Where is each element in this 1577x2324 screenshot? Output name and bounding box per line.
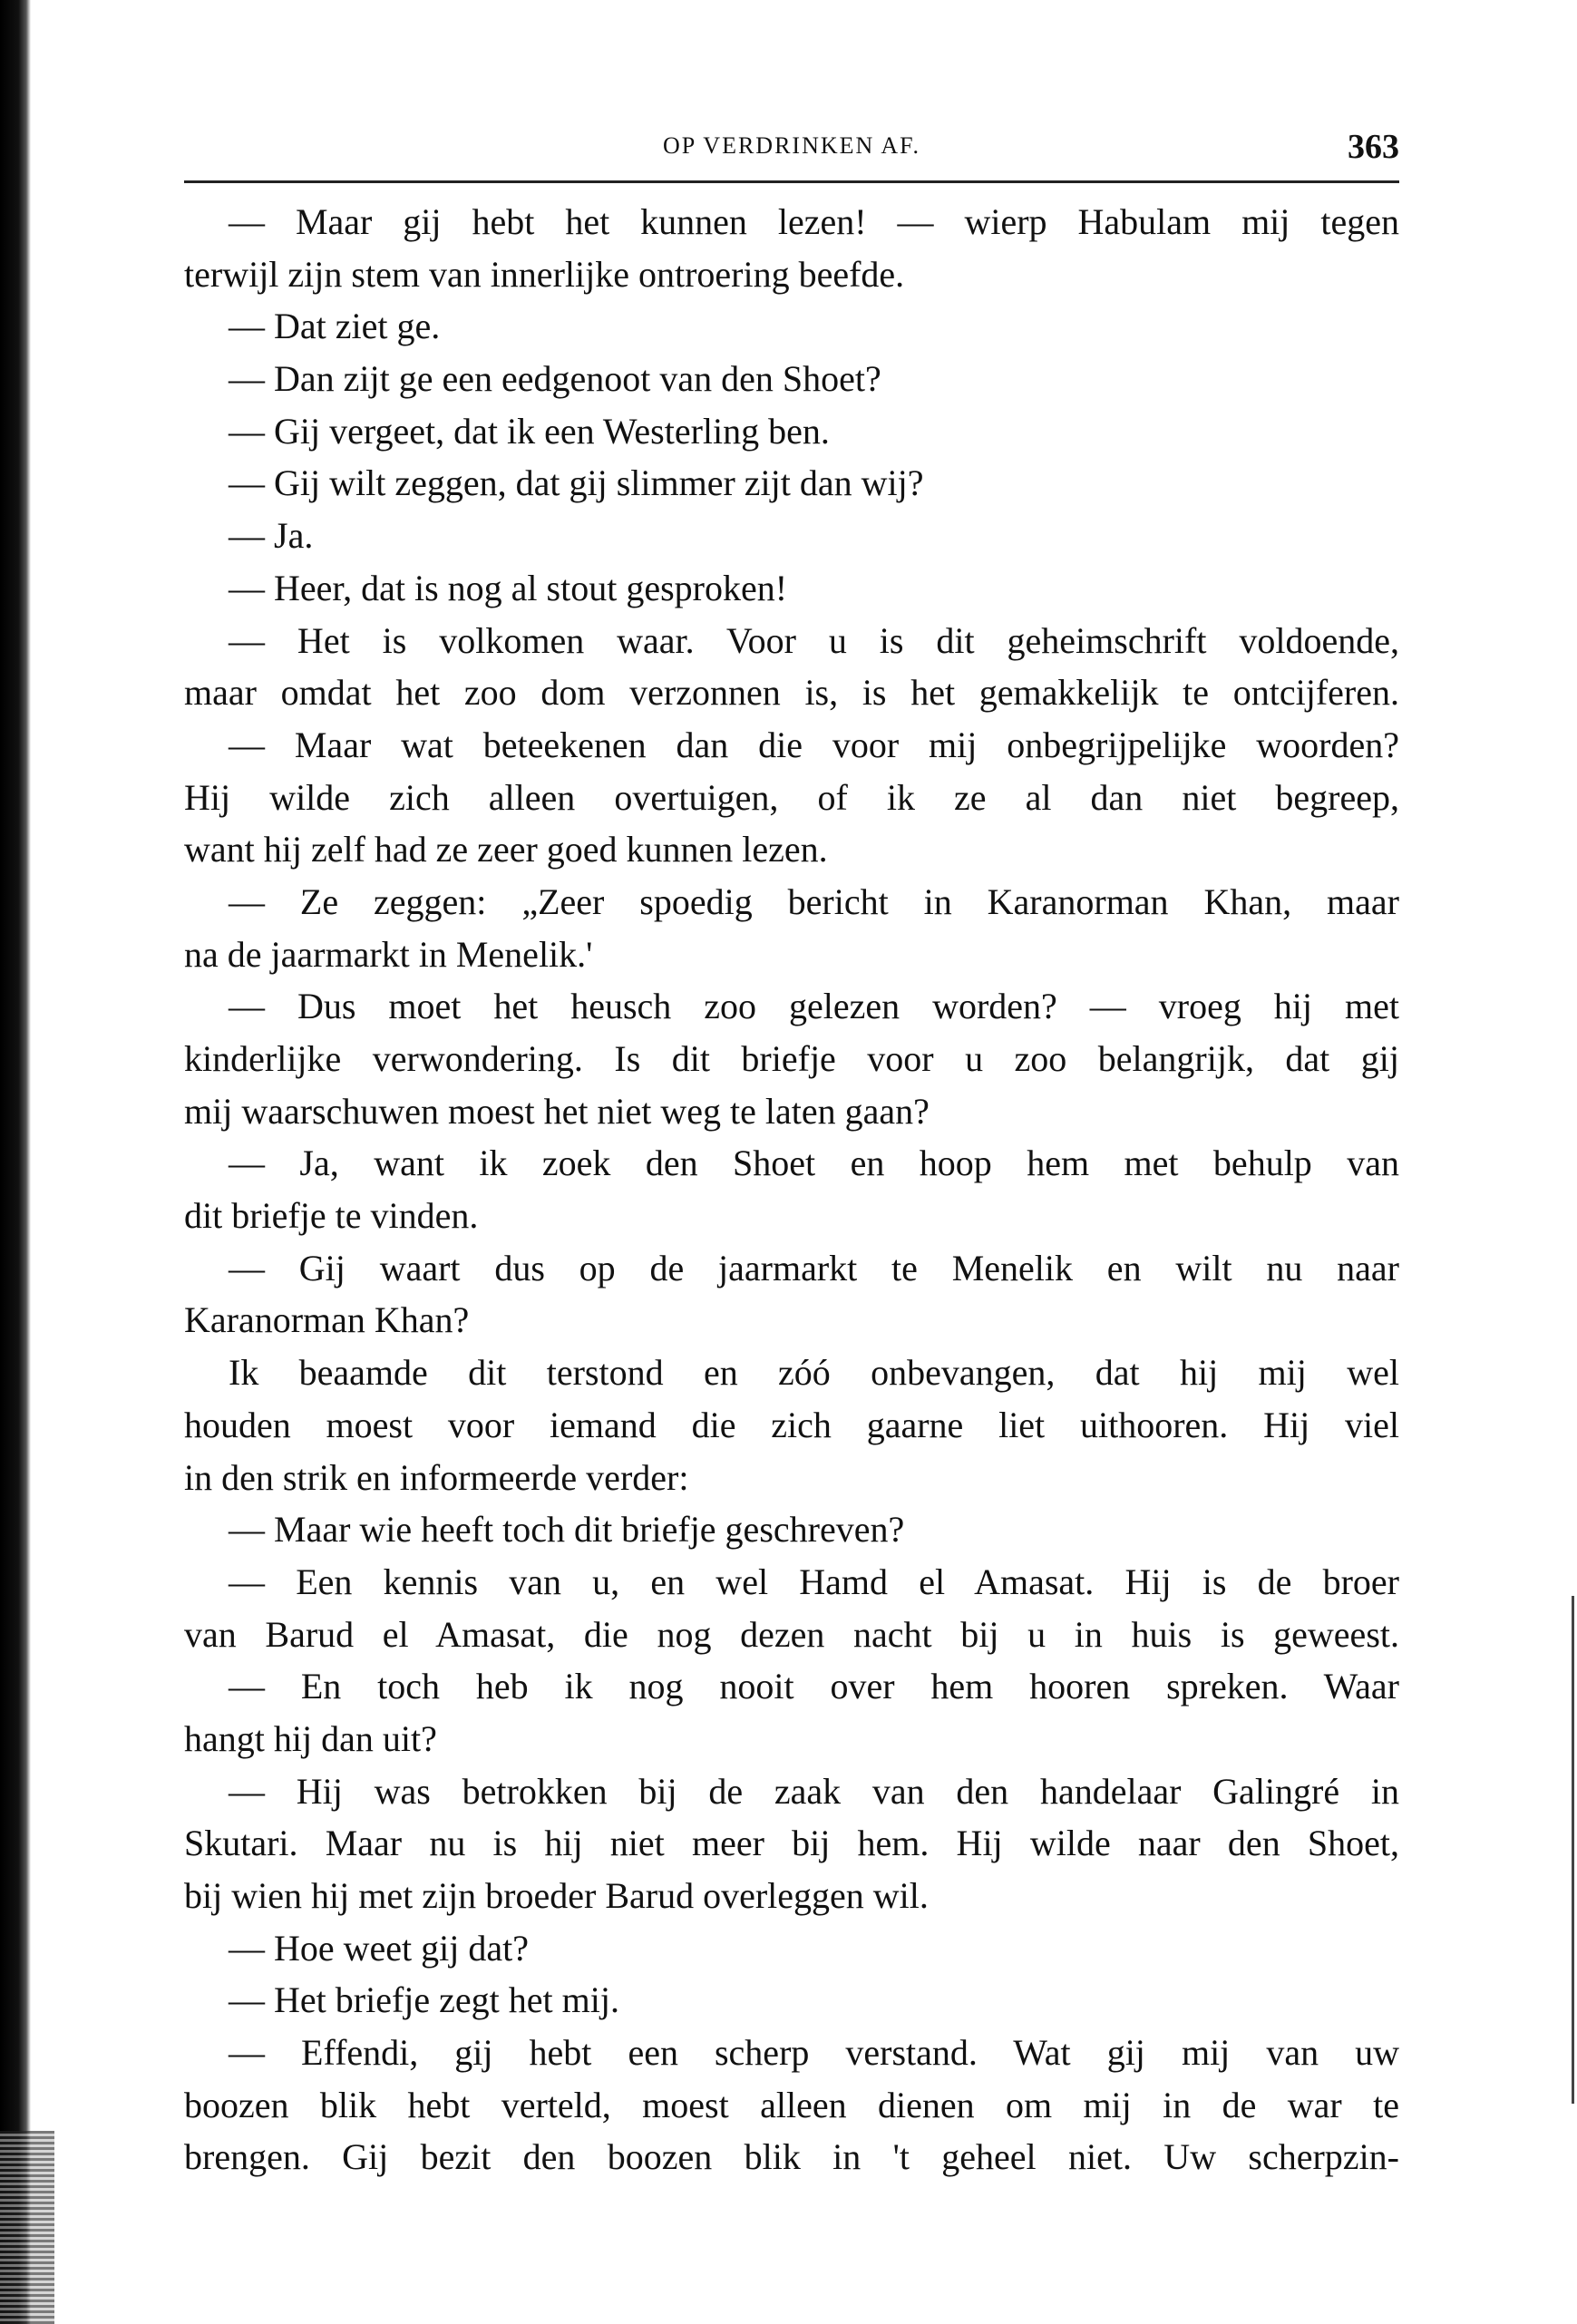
header-rule	[184, 180, 1399, 183]
text-line: Karanorman Khan?	[184, 1299, 470, 1341]
text-line: — Maar wat beteekenen dan die voor mij onbegrijpelijke woorden?	[229, 724, 1399, 765]
running-title: OP VERDRINKEN AF.	[662, 132, 920, 159]
text-line: — Heer, dat is nog al stout gesproken!	[229, 567, 788, 608]
text-line: — Maar gij hebt het kunnen lezen! — wierp Habulam mij tegen	[229, 201, 1399, 242]
text-line: bij wien hij met zijn broeder Barud overleggen wil.	[184, 1875, 929, 1916]
text-line: — Ja.	[229, 515, 314, 557]
text-line: — Het briefje zegt het mij.	[229, 1979, 619, 2021]
text-line: boozen blik hebt verteld, moest alleen dienen om mij in de war te	[184, 2084, 1399, 2125]
text-line: — Een kennis van u, en wel Hamd el Amasat. Hij is de broer	[229, 1561, 1399, 1602]
body-text	[184, 196, 1399, 2183]
text-line: — Effendi, gij hebt een scherp verstand. Wat gij mij van uw	[229, 2032, 1399, 2074]
text-line: terwijl zijn stem van innerlijke ontroering beefde.	[184, 253, 905, 295]
text-line: na de jaarmarkt in Menelik.'	[184, 933, 593, 975]
text-line: — Het is volkomen waar. Voor u is dit geheimschrift voldoende,	[229, 619, 1399, 661]
text-line: — Dus moet het heusch zoo gelezen worden? — vroeg hij met	[229, 986, 1399, 1027]
text-line: houden moest voor iemand die zich gaarne liet uithooren. Hij viel	[184, 1404, 1399, 1445]
text-line: — Gij waart dus op de jaarmarkt te Menelik en wilt nu naar	[229, 1247, 1399, 1288]
text-line: mij waarschuwen moest het niet weg te laten gaan?	[184, 1090, 930, 1132]
text-line: maar omdat het zoo dom verzonnen is, is het gemakkelijk te ontcijferen.	[184, 672, 1399, 714]
text-line: Skutari. Maar nu is hij niet meer bij hem. Hij wilde naar den Shoet,	[184, 1823, 1399, 1864]
book-binding-edge	[0, 0, 31, 2324]
text-line: — Hij was betrokken bij de zaak van den handelaar Galingré in	[229, 1770, 1399, 1812]
text-line: — Gij vergeet, dat ik een Westerling ben.	[229, 410, 830, 452]
text-line: brengen. Gij bezit den boozen blik in 't geheel niet. Uw scherpzin-	[184, 2136, 1399, 2178]
text-line: — Ja, want ik zoek den Shoet en hoop hem met behulp van	[229, 1143, 1399, 1184]
text-line: — Dat ziet ge.	[229, 306, 441, 347]
page-edge-shadow	[1572, 1596, 1574, 2104]
text-line: want hij zelf had ze zeer goed kunnen lezen.	[184, 829, 828, 870]
text-line: van Barud el Amasat, die nog dezen nacht bij u in huis is geweest.	[184, 1613, 1399, 1655]
text-line: — Ze zeggen: „Zeer spoedig bericht in Karanorman Khan, maar	[229, 880, 1399, 922]
text-line: Hij wilde zich alleen overtuigen, of ik ze al dan niet begreep,	[184, 776, 1399, 818]
text-line: hangt hij dan uit?	[184, 1717, 437, 1759]
text-line: — Hoe weet gij dat?	[229, 1927, 529, 1969]
text-line: — Maar wie heeft toch dit briefje geschreven?	[229, 1509, 905, 1551]
page-number: 363	[1348, 128, 1399, 166]
text-line: dit briefje te vinden.	[184, 1195, 479, 1237]
text-line: kinderlijke verwondering. Is dit briefje voor u zoo belangrijk, dat gij	[184, 1038, 1399, 1079]
text-line: — Gij wilt zeggen, dat gij slimmer zijt dan wij?	[229, 462, 924, 504]
text-line: Ik beaamde dit terstond en zóó onbevangen, dat hij mij wel	[229, 1352, 1399, 1394]
text-line: — Dan zijt ge een eedgenoot van den Shoet?	[229, 358, 881, 400]
binding-texture	[0, 2131, 54, 2324]
text-line: in den strik en informeerde verder:	[184, 1456, 689, 1498]
page-header	[184, 127, 1399, 172]
text-line: — En toch heb ik nog nooit over hem hooren spreken. Waar	[229, 1666, 1399, 1707]
